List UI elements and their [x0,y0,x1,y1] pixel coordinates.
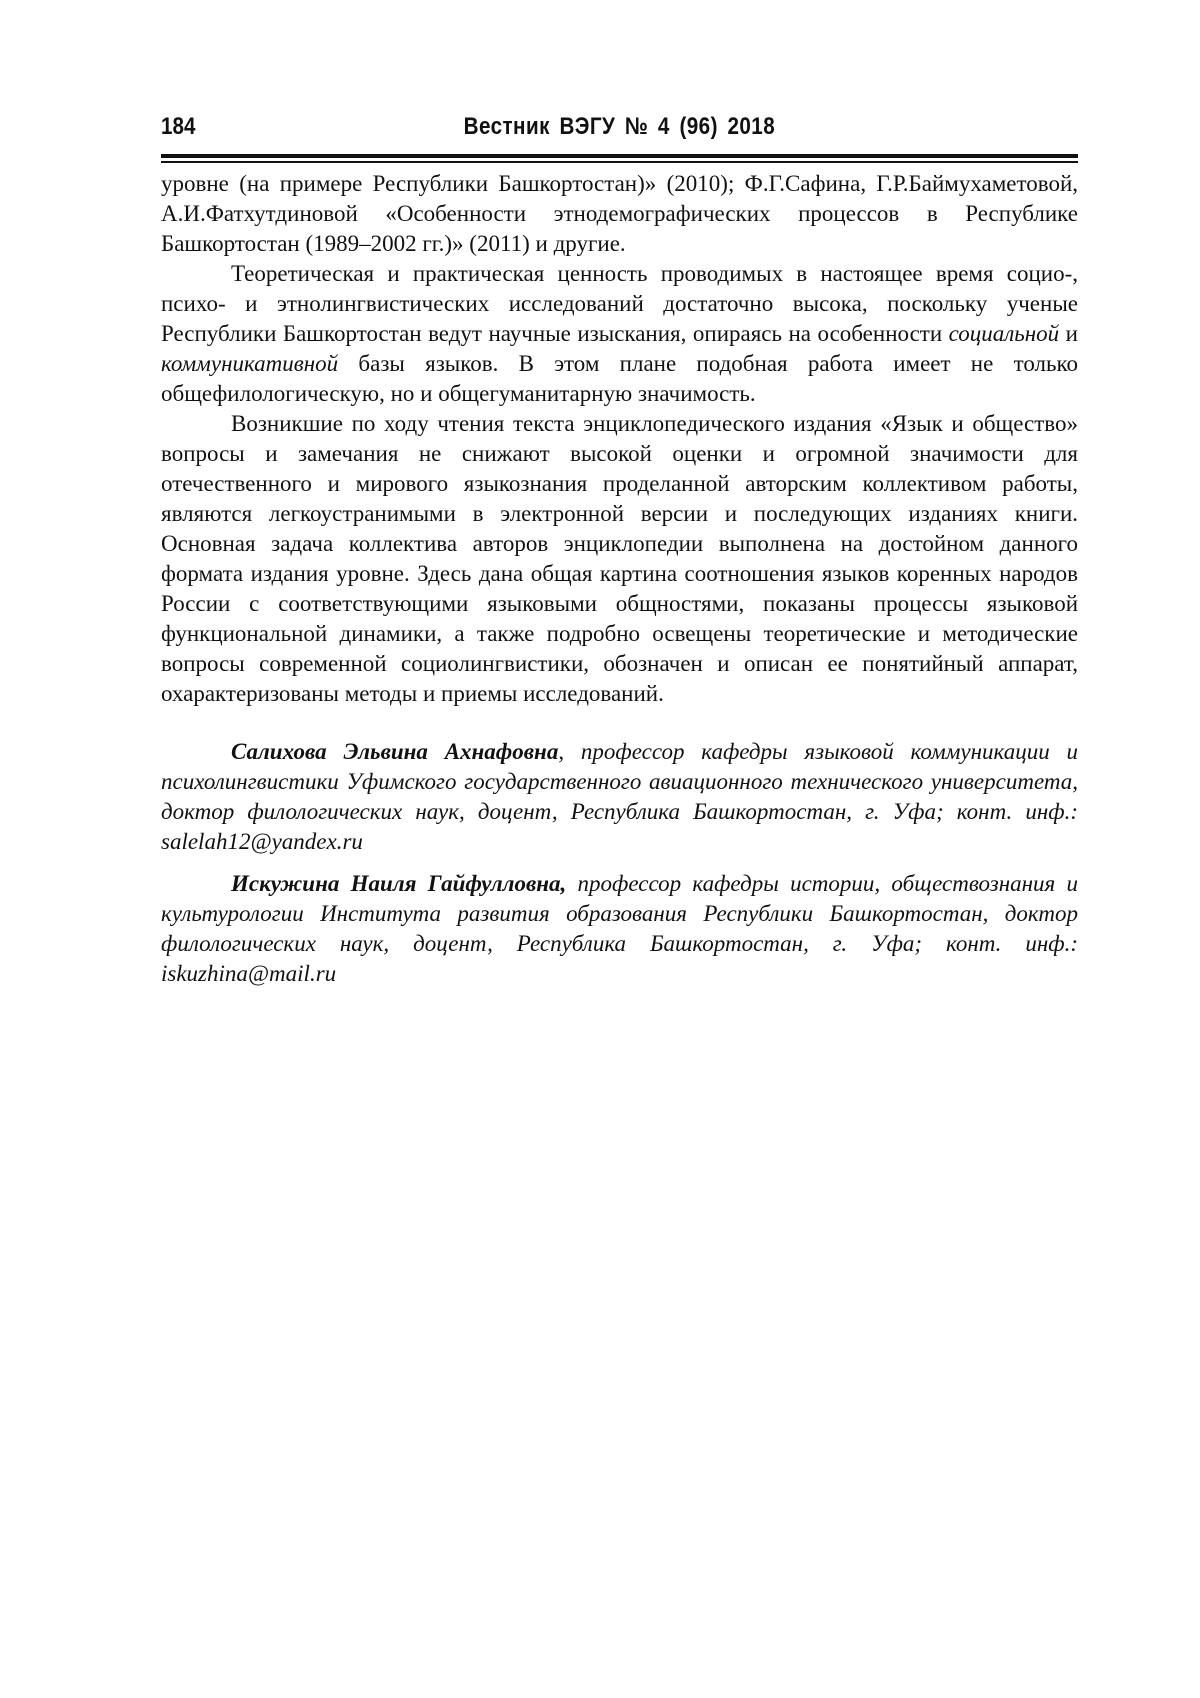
journal-page [161,112,1078,989]
paragraph-2-after: базы языков. В этом плане подобная работа имеет не только общефилологическую, но и общегуманитарную значимость. [161,350,1078,406]
running-header [161,112,1078,150]
author-name: Искужина Наиля Гайфулловна, [231,870,567,896]
author-info [161,737,1078,989]
author-entry [161,869,1078,989]
author-entry [161,737,1078,857]
paragraph-2-mid: и [1059,320,1078,346]
paragraph-1: уровне (на примере Республики Башкортостан)» (2010); Ф.Г.Сафина, Г.Р.Баймухаметовой, А.И.Фатхутдиновой «Особенности этнодемографических процессов в Республике Башкортостан (1989–2002 гг.)» (2011) и другие. [161,170,1078,256]
section-gap [161,709,1078,737]
page-number: 184 [161,113,196,140]
author-name: Салихова Эльвина Ахнафовна [231,738,559,764]
header-rule-thick [161,154,1078,158]
paragraph-2-italic-communicative: коммуникативной [161,350,339,376]
paragraph-2-italic-social: социальной [948,320,1060,346]
paragraph-2-before: Теоретическая и практическая ценность проводимых в настоящее время социо-, психо- и этнолингвистических исследований достаточно высока, поскольку ученые Республики Башкортостан ведут научные изыскания, опираясь на особенности [161,260,1078,346]
author-details: , профессор кафедры языковой коммуникации и психолингвистики Уфимского государственного авиационного технического университета, доктор филологических наук, доцент, Республика Башкортостан, г. Уфа; конт. инф.: salelah12@yandex.ru [161,738,1078,854]
journal-title: Вестник ВЭГУ № 4 (96) 2018 [463,113,776,140]
header-rule-thin [161,161,1078,163]
paragraph-2 [161,259,1078,409]
article-body [161,169,1078,709]
paragraph-3: Возникшие по ходу чтения текста энциклопедического издания «Язык и общество» вопросы и замечания не снижают высокой оценки и огромной значимости для отечественного и мирового языкознания проделанной авторским коллективом работы, являются легкоустранимыми в электронной версии и последующих изданиях книги. Основная задача коллектива авторов энциклопедии выполнена на достойном данного формата издания уровне. Здесь дана общая картина соотношения языков коренных народов России с соответствующими языковыми общностями, показаны процессы языковой функциональной динамики, а также подробно освещены теоретические и методические вопросы современной социолингвистики, обозначен и описан ее понятийный аппарат, охарактеризованы методы и приемы исследований. [161,410,1078,706]
author-details: профессор кафедры истории, обществознания и культурологии Института развития образования Республики Башкортостан, доктор филологических наук, доцент, Республика Башкортостан, г. Уфа; конт. инф.: iskuzhina@mail.ru [161,870,1079,986]
